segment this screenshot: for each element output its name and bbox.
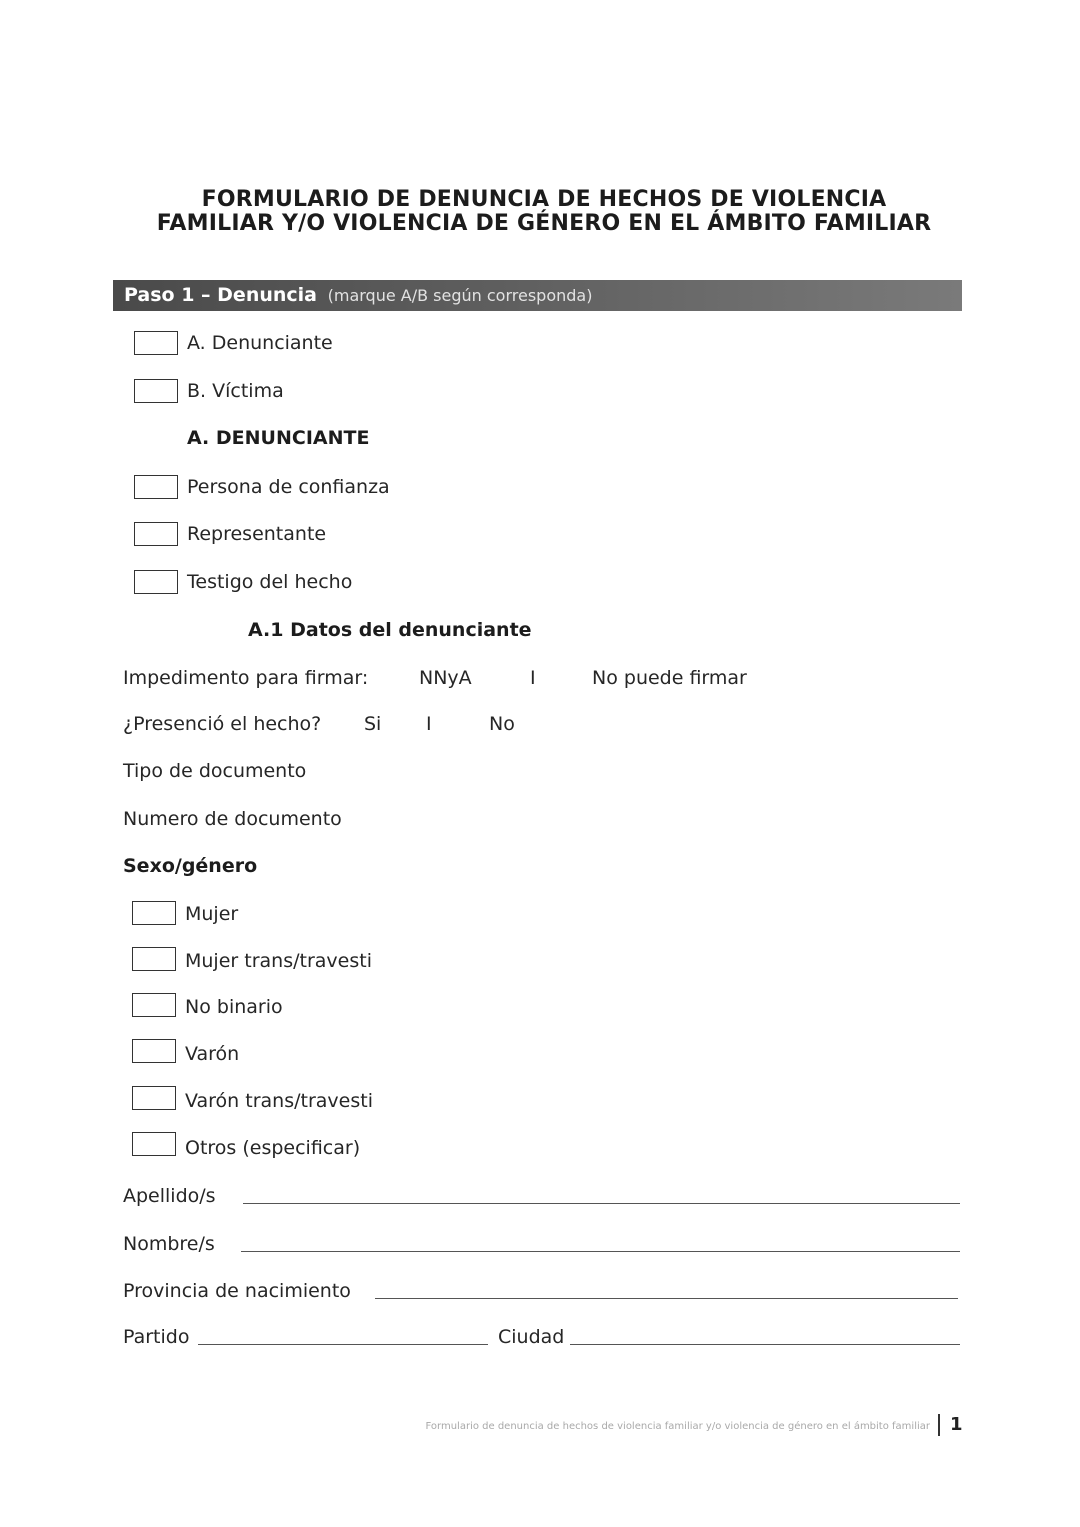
checkbox-varon-trans[interactable] (132, 1086, 176, 1110)
step-hint: (marque A/B según corresponda) (327, 286, 593, 305)
section-heading-sexo: Sexo/género (123, 855, 258, 877)
option-label-representante: Representante (187, 523, 327, 545)
option-label-persona-confianza: Persona de confianza (187, 476, 390, 498)
presencio-option-no[interactable]: No (489, 713, 515, 735)
impedimento-option-nnya[interactable]: NNyA (419, 667, 472, 689)
checkbox-denunciante[interactable] (134, 331, 178, 355)
checkbox-no-binario[interactable] (132, 993, 176, 1017)
checkbox-mujer-trans[interactable] (132, 947, 176, 971)
option-label-otros: Otros (especificar) (185, 1137, 361, 1159)
option-label-mujer-trans: Mujer trans/travesti (185, 950, 372, 972)
option-label-victima: B. Víctima (187, 380, 284, 402)
presencio-separator: I (426, 713, 432, 735)
checkbox-representante[interactable] (134, 522, 178, 546)
step-header (124, 283, 592, 308)
nombre-field[interactable] (241, 1251, 960, 1252)
presencio-label: ¿Presenció el hecho? (123, 713, 322, 735)
partido-field[interactable] (198, 1344, 488, 1345)
page-number: 1 (950, 1414, 963, 1435)
impedimento-option-no-puede-firmar[interactable]: No puede firmar (592, 667, 747, 689)
checkbox-varon[interactable] (132, 1039, 176, 1063)
option-label-no-binario: No binario (185, 996, 283, 1018)
form-title-line-1: FORMULARIO DE DENUNCIA DE HECHOS DE VIOLENCIA (201, 187, 887, 212)
apellido-field[interactable] (243, 1203, 960, 1204)
checkbox-persona-confianza[interactable] (134, 475, 178, 499)
impedimento-separator: I (530, 667, 536, 689)
checkbox-otros[interactable] (132, 1132, 176, 1156)
option-label-varon: Varón (185, 1043, 240, 1065)
option-label-testigo: Testigo del hecho (187, 571, 353, 593)
provincia-label: Provincia de nacimiento (123, 1280, 351, 1302)
checkbox-mujer[interactable] (132, 901, 176, 925)
provincia-field[interactable] (375, 1298, 958, 1299)
ciudad-field[interactable] (570, 1344, 960, 1345)
checkbox-testigo[interactable] (134, 570, 178, 594)
section-heading-datos: A.1 Datos del denunciante (248, 619, 532, 641)
checkbox-victima[interactable] (134, 379, 178, 403)
impedimento-label: Impedimento para firmar: (123, 667, 369, 689)
section-heading-denunciante: A. DENUNCIANTE (187, 427, 370, 449)
footer-text: Formulario de denuncia de hechos de violencia familiar y/o violencia de género en el ámbito familiar (425, 1421, 930, 1432)
tipo-documento-label: Tipo de documento (123, 760, 307, 782)
form-title-line-2: FAMILIAR Y/O VIOLENCIA DE GÉNERO EN EL ÁMBITO FAMILIAR (156, 211, 932, 236)
step-header-bar (113, 280, 962, 311)
numero-documento-label: Numero de documento (123, 808, 342, 830)
option-label-varon-trans: Varón trans/travesti (185, 1090, 373, 1112)
step-label: Paso 1 – Denuncia (124, 284, 317, 306)
footer-separator (938, 1414, 940, 1436)
partido-label: Partido (123, 1326, 190, 1348)
apellido-label: Apellido/s (123, 1185, 216, 1207)
option-label-denunciante: A. Denunciante (187, 332, 333, 354)
option-label-mujer: Mujer (185, 903, 239, 925)
ciudad-label: Ciudad (498, 1326, 565, 1348)
presencio-option-si[interactable]: Si (364, 713, 382, 735)
nombre-label: Nombre/s (123, 1233, 215, 1255)
